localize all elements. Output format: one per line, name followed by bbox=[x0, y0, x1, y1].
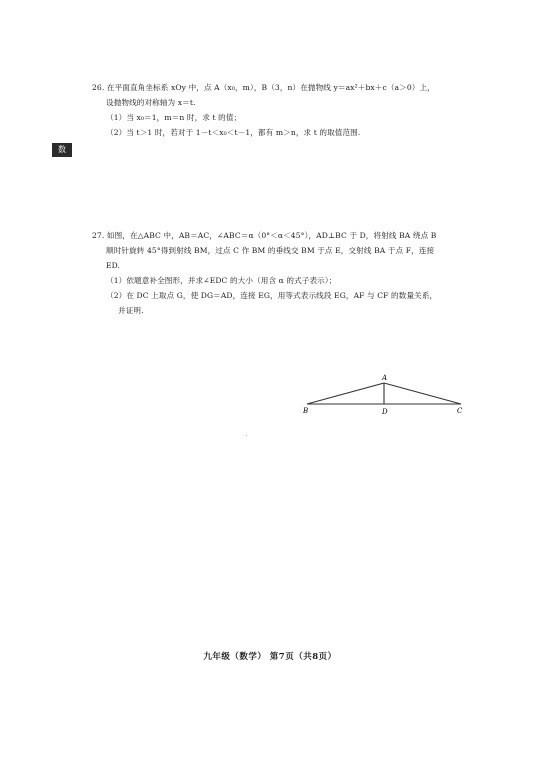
q26-line-3: （1）当 x₀＝1，m＝n 时，求 t 的值； bbox=[106, 113, 242, 122]
page-footer: 九年级（数学） 第7页（共8页） bbox=[203, 652, 337, 662]
q27-line-3: ED. bbox=[106, 261, 121, 270]
q26-line-2: 设抛物线的对称轴为 x＝t. bbox=[106, 98, 196, 107]
segment-ac bbox=[384, 383, 461, 404]
q26-line-1: 26. 在平面直角坐标系 xOy 中，点 A（x₀，m），B（3，n）在抛物线 y＝ax²＋bx＋c（a＞0）上， bbox=[92, 83, 435, 92]
q27-line-6: 并证明. bbox=[118, 306, 144, 315]
label-d: D bbox=[382, 408, 388, 416]
q27-line-4: （1）依题意补全图形，并求∠EDC 的大小（用含 α 的式子表示）； bbox=[106, 276, 337, 285]
label-a: A bbox=[382, 374, 388, 382]
q27-line-2: 顺时针旋转 45°得到射线 BM，过点 C 作 BM 的垂线交 BM 于点 E，交射线 BA 于点 F，连接 bbox=[106, 246, 435, 255]
q27-line-5: （2）在 DC 上取点 G，使 DG＝AD，连接 EG，用等式表示线段 EG，AF 与 CF 的数量关系， bbox=[106, 291, 438, 300]
q26-line-4: （2）当 t＞1 时，若对于 1－t＜x₀＜t－1，都有 m＞n，求 t 的取值范围. bbox=[106, 128, 361, 137]
segment-ba bbox=[307, 383, 384, 404]
stray-mark bbox=[246, 435, 247, 436]
subject-side-tab: 数 bbox=[52, 143, 72, 157]
label-c: C bbox=[457, 407, 463, 415]
label-b: B bbox=[303, 407, 309, 415]
q27-line-1: 27. 如图，在△ABC 中，AB＝AC，∠ABC＝α（0°＜α＜45°），AD⊥BC 于 D，将射线 BA 绕点 B bbox=[92, 231, 437, 240]
